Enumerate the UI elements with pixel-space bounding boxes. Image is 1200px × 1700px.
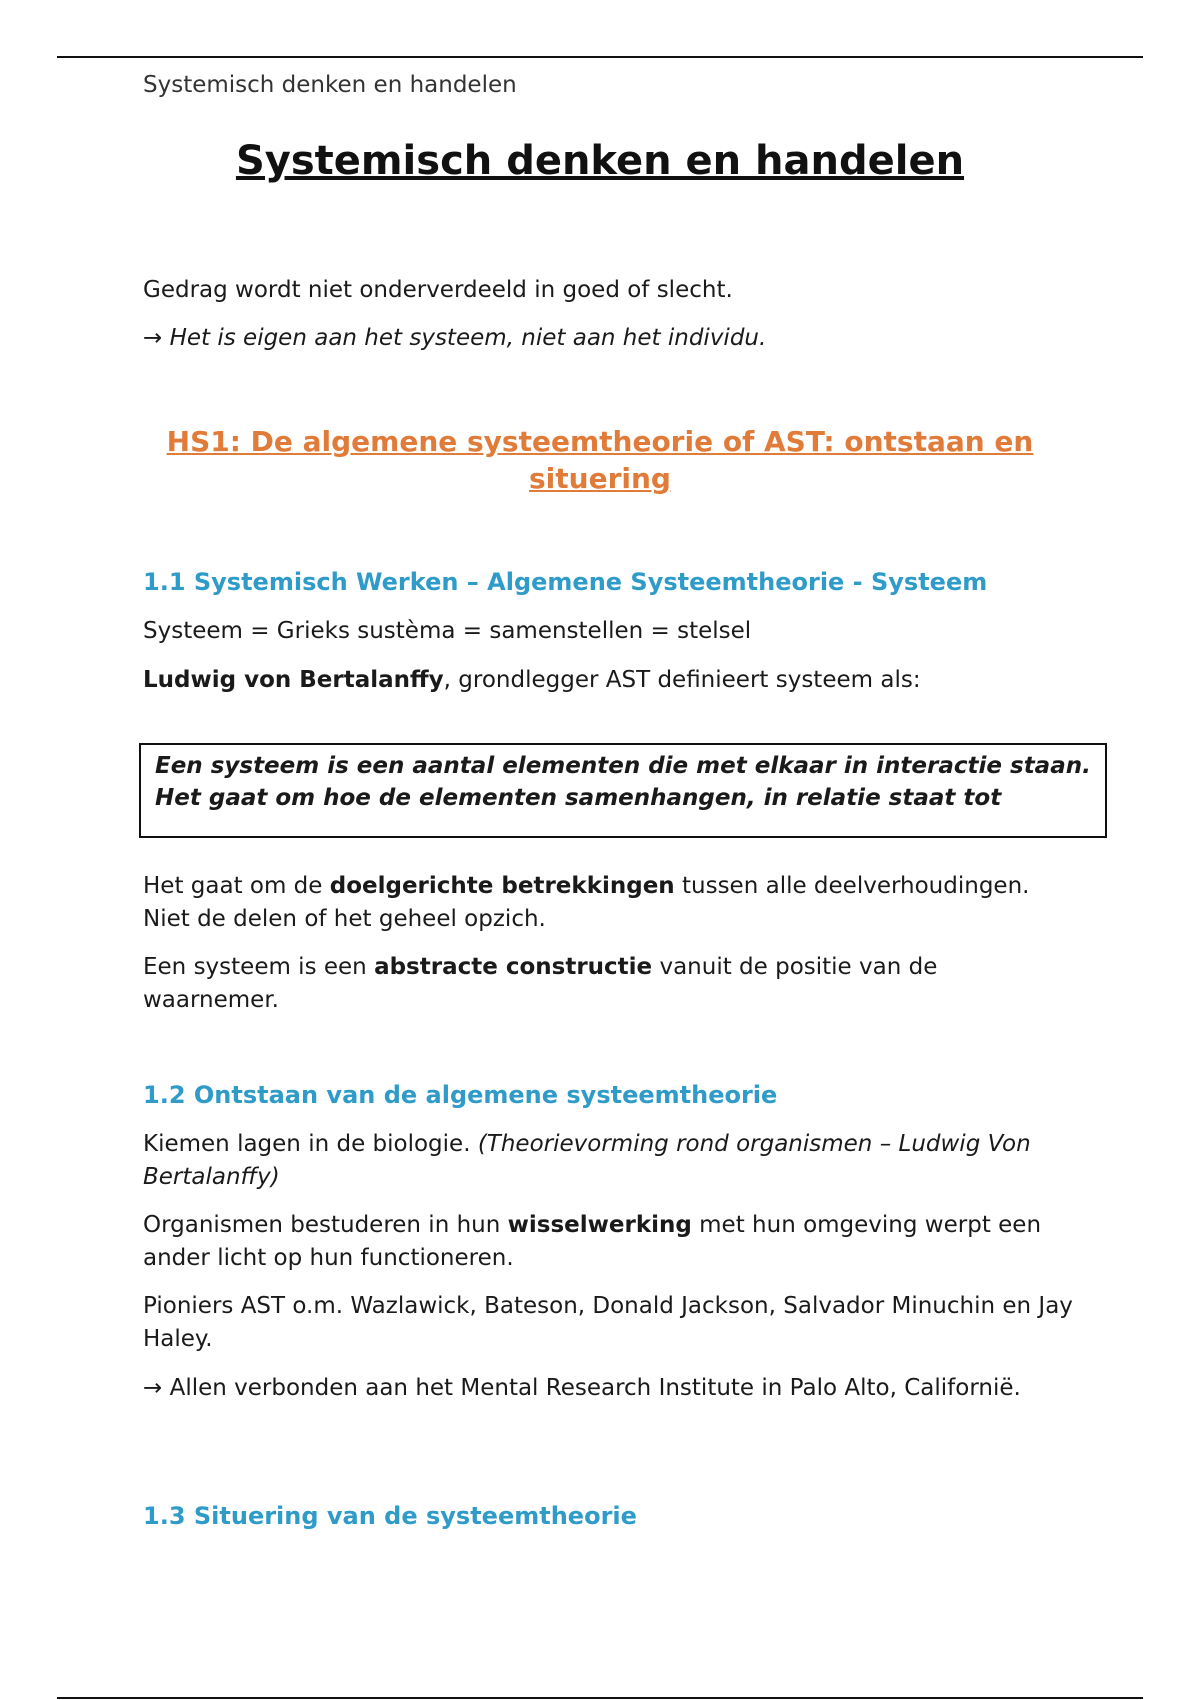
definition-box <box>139 743 1107 838</box>
bottom-rule <box>57 1697 1143 1699</box>
intro-line-1: Gedrag wordt niet onderverdeeld in goed of slecht. <box>143 277 733 303</box>
section-1-1-p1: Systeem = Grieks sustèma = samenstellen = stelsel <box>143 618 752 644</box>
p4-bold: abstracte constructie <box>374 954 653 980</box>
s12-p2-text-b: met hun omgeving werpt een ander licht op hun functioneren. <box>143 1212 1042 1271</box>
intro-line-2: → Het is eigen aan het systeem, niet aan het individu. <box>143 325 767 351</box>
p3-bold: doelgerichte betrekkingen <box>329 873 675 899</box>
section-1-2-heading: 1.2 Ontstaan van de algemene systeemtheorie <box>143 1081 778 1109</box>
p4-text-b: vanuit de positie van de waarnemer. <box>143 954 938 1013</box>
section-1-1-heading: 1.1 Systemisch Werken – Algemene Systeemtheorie - Systeem <box>143 568 988 596</box>
chapter-heading: HS1: De algemene systeemtheorie of AST: ontstaan en situering <box>166 425 1034 495</box>
definition-line-2: Het gaat om hoe de elementen samenhangen, in relatie staat tot <box>155 785 1002 811</box>
s12-p2-bold: wisselwerking <box>507 1212 692 1238</box>
section-1-2-p3: Pioniers AST o.m. Wazlawick, Bateson, Donald Jackson, Salvador Minuchin en Jay Haley. <box>143 1293 1073 1352</box>
p3-text-b: tussen alle deelverhoudingen. Niet de delen of het geheel opzich. <box>143 873 1030 932</box>
p3-text-a: Het gaat om de <box>143 873 330 899</box>
section-1-1-p2-rest: , grondlegger AST definieert systeem als: <box>443 667 921 693</box>
document-title: Systemisch denken en handelen <box>235 138 965 184</box>
section-1-1-p4 <box>143 951 1073 1017</box>
p4-text-a: Een systeem is een <box>143 954 375 980</box>
s12-p1-text: Kiemen lagen in de biologie. <box>143 1131 478 1157</box>
s12-p1-italic: (Theorievorming rond organismen – Ludwig Von Bertalanffy) <box>143 1131 1031 1190</box>
section-1-2-p2 <box>143 1209 1073 1275</box>
section-1-3-heading: 1.3 Situering van de systeemtheorie <box>143 1502 637 1530</box>
bertalanffy-name: Ludwig von Bertalanffy <box>143 667 444 693</box>
definition-line-1: Een systeem is een aantal elementen die met elkaar in interactie staan. <box>155 753 1091 779</box>
section-1-2-p1 <box>143 1128 1073 1194</box>
section-1-2-p4: → Allen verbonden aan het Mental Research Institute in Palo Alto, Californië. <box>143 1375 1021 1401</box>
top-rule <box>57 56 1143 58</box>
section-1-1-p3 <box>143 870 1073 936</box>
section-1-1-p2 <box>143 664 1073 697</box>
running-header: Systemisch denken en handelen <box>143 72 517 98</box>
s12-p2-text-a: Organismen bestuderen in hun <box>143 1212 508 1238</box>
